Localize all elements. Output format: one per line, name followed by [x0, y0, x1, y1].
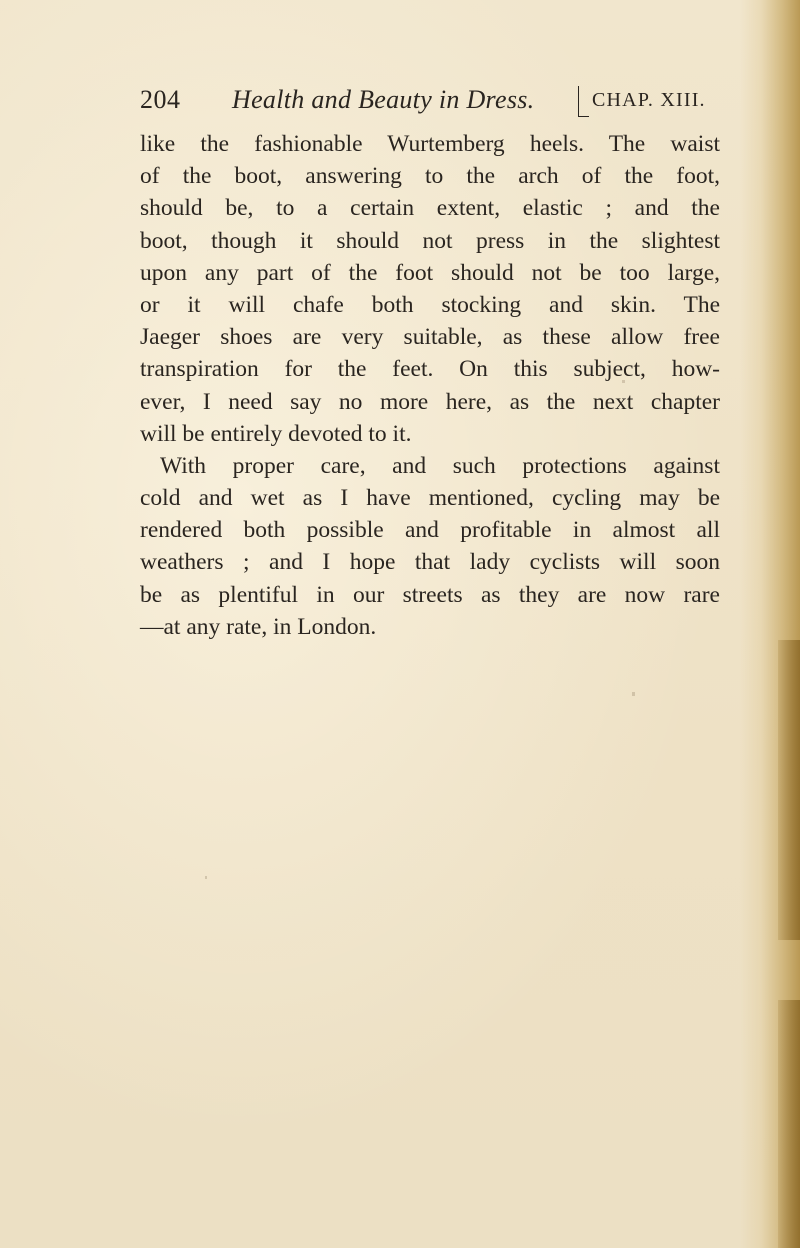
paper-speck [632, 692, 635, 696]
running-title: Health and Beauty in Dress. [232, 85, 535, 114]
bracket-mark [578, 86, 589, 117]
text-line: will be entirely devoted to it. [140, 420, 412, 447]
running-header [140, 80, 720, 120]
page-number: 204 [140, 85, 181, 114]
text-line: be as plentiful in our streets as they are now rare [140, 581, 720, 608]
body-text [140, 128, 720, 643]
text-line: —at any rate, in London. [140, 613, 377, 640]
text-line: boot, though it should not press in the slightest [140, 227, 720, 254]
text-line: should be, to a certain extent, elastic ; and the [140, 195, 720, 222]
text-line: transpiration for the feet. On this subject, how- [140, 356, 720, 383]
paragraph [140, 450, 720, 643]
text-line: like the fashionable Wurtemberg heels. The waist [140, 131, 720, 157]
text-line: cold and wet as I have mentioned, cycling may be [140, 485, 720, 512]
text-line: weathers ; and I hope that lady cyclists will soon [140, 549, 720, 576]
text-line: of the boot, answering to the arch of the foot, [140, 163, 720, 190]
paragraph [140, 128, 720, 450]
text-line: rendered both possible and profitable in almost all [140, 517, 720, 544]
text-line: ever, I need say no more here, as the next chapter [140, 388, 720, 415]
text-line: upon any part of the foot should not be too large, [140, 259, 720, 286]
paper-speck [205, 876, 207, 879]
chapter-label: CHAP. XIII. [592, 89, 706, 111]
page-edge-stain-dark [778, 1000, 800, 1248]
text-line: With proper care, and such protections against [160, 452, 720, 479]
page-edge-stain-dark [778, 640, 800, 940]
text-line: or it will chafe both stocking and skin. The [140, 291, 720, 318]
text-line: Jaeger shoes are very suitable, as these allow free [140, 324, 720, 351]
